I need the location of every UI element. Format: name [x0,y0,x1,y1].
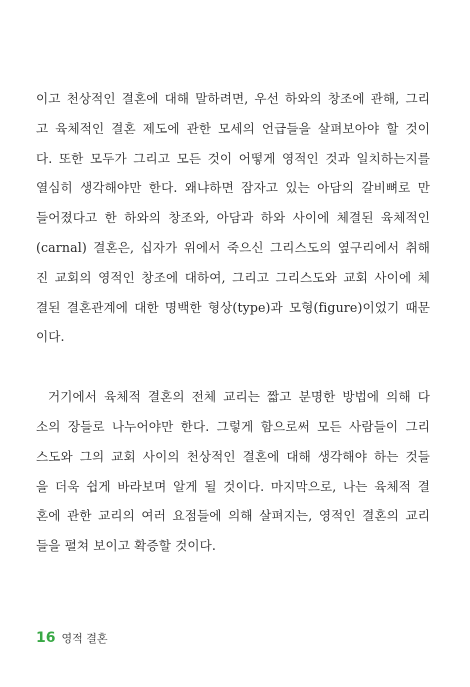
text-line: 다. 또한 모두가 그리고 모든 것이 어떻게 영적인 것과 일치하는지를 [36,150,430,166]
text-line: 고 육체적인 결혼 제도에 관한 모세의 언급들을 살펴보아야 할 것이 [36,120,430,136]
paragraph-1 [36,84,430,352]
page-footer [36,630,108,646]
text-line: 들을 펼쳐 보이고 확증할 것이다. [36,538,216,554]
text-line: 거기에서 육체적 결혼의 전체 교리는 짧고 분명한 방법에 의해 다 [48,389,430,405]
body-text [36,84,430,561]
text-line: 진 교회의 영적인 창조에 대하여, 그리고 그리스도와 교회 사이에 체 [36,269,430,285]
text-line: (carnal) 결혼은, 십자가 위에서 죽으신 그리스도의 옆구리에서 취해 [36,239,430,255]
text-line: 스도와 그의 교회 사이의 천상적인 결혼에 대해 생각해야 하는 것들 [36,448,430,464]
paragraph-2 [36,382,430,561]
text-line: 혼에 관한 교리의 여러 요점들에 의해 살펴지는, 영적인 결혼의 교리 [36,508,430,524]
text-line: 결된 결혼관계에 대한 명백한 형상(type)과 모형(figure)이었기 때문 [36,299,430,315]
text-line: 소의 장들로 나누어야만 한다. 그렇게 함으로써 모든 사람들이 그리 [36,418,430,434]
text-line: 이다. [36,329,65,345]
text-line: 열심히 생각해야만 한다. 왜냐하면 잠자고 있는 아담의 갈비뼈로 만 [36,180,430,196]
page-number: 16 [36,630,56,646]
text-line: 들어졌다고 한 하와의 창조와, 아담과 하와 사이에 체결된 육체적인 [36,210,430,226]
text-line: 을 더욱 쉽게 바라보며 알게 될 것이다. 마지막으로, 나는 육체적 결 [36,478,430,494]
running-title: 영적 결혼 [61,632,108,645]
text-line: 이고 천상적인 결혼에 대해 말하려면, 우선 하와의 창조에 관해, 그리 [36,91,430,106]
